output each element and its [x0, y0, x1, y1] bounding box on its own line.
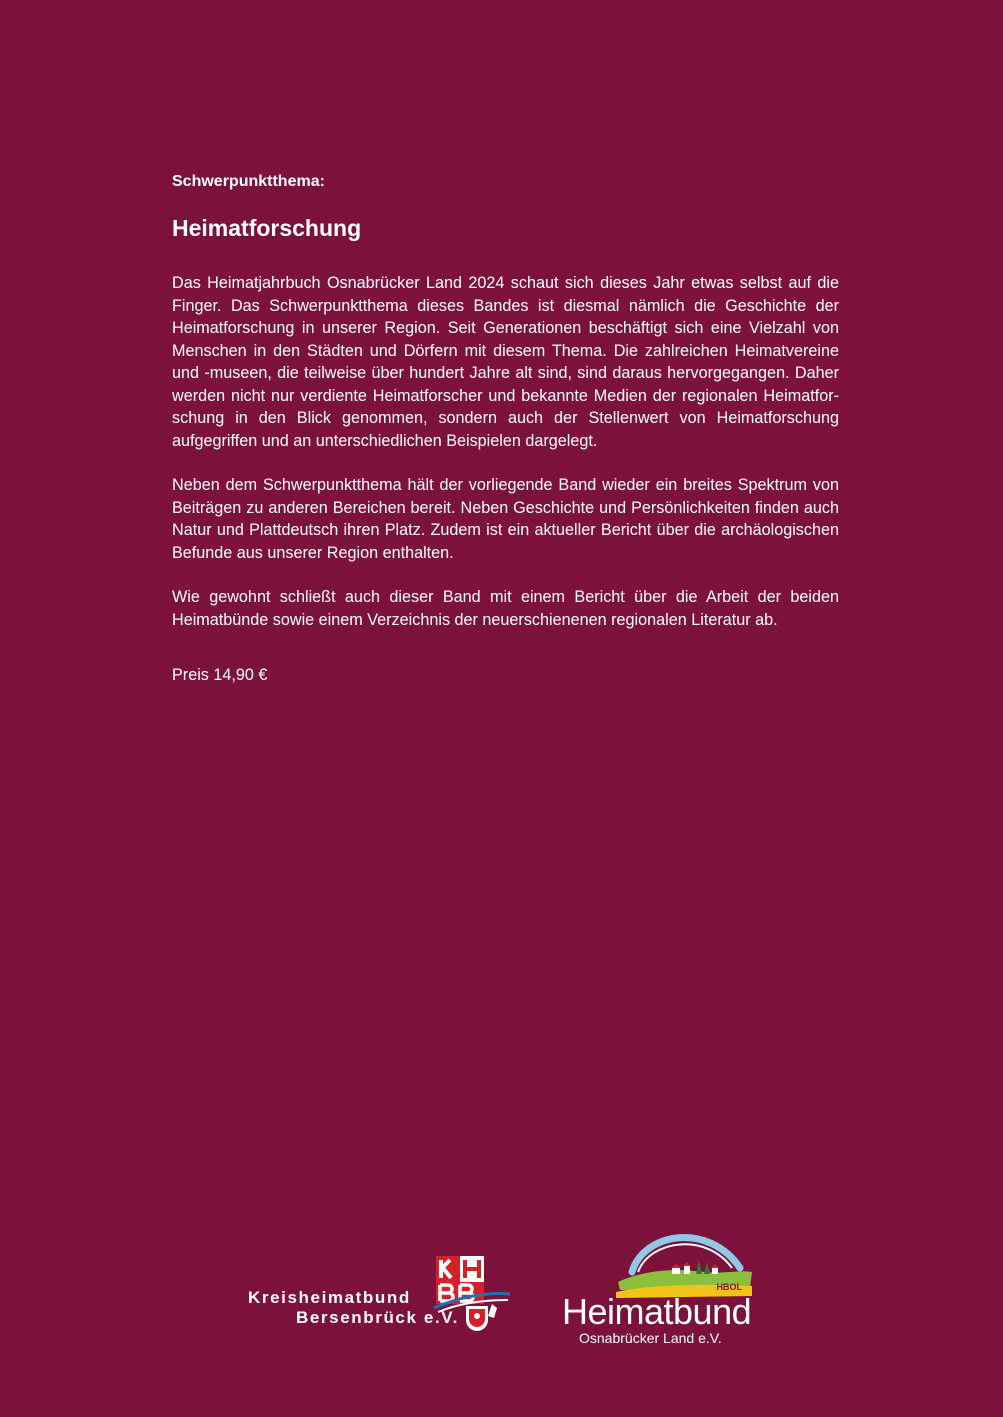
page-title: Heimatforschung [172, 215, 362, 241]
price-label: Preis 14,90 € [172, 666, 268, 684]
paragraph-closing: Wie gewohnt schließt auch dieser Band mit einem Bericht über die Arbeit der beiden Heimatbünde sowie einem Verzeichnis der neuerschienenen regionalen Literatur ab. [172, 588, 839, 629]
kreisheimatbund-location: Bersenbrück e.V. [296, 1308, 459, 1327]
paragraph-intro: Das Heimatjahrbuch Osnabrücker Land 2024 schaut sich dieses Jahr etwas selbst auf die Finger. Das Schwerpunktthema dieses Bandes ist diesmal nämlich die Geschichte der Heimatforschung in unserer Region. Seit Generationen beschäftigt sich eine Vielzahl von Menschen in den Städten und Dörfern mit diesem Thema. Die zahlreichen Heimatvereine und -museen, die teilweise über hundert Jahre alt sind, sind daraus hervorgegangen. Daher werden nicht nur verdiente Heimatforscher und bekannte Medien der regionalen Heimatforschung in den Blick genommen, sondern auch der Stellenwert von Heimatforschung aufgegriffen und an unterschiedlichen Beispielen dargelegt. [172, 274, 839, 450]
back-cover-text [172, 172, 839, 686]
khbb-emblem-text: KHBB [448, 1294, 472, 1303]
landscape-rainbow-icon [614, 1228, 754, 1300]
heimatbund-wordmark: Heimatbund [562, 1291, 752, 1332]
kreisheimatbund-name: Kreisheimatbund [248, 1288, 411, 1307]
section-kicker: Schwerpunktthema: [172, 173, 325, 190]
paragraph-contents: Neben dem Schwerpunktthema hält der vorliegende Band wieder ein breites Spektrum von Beiträgen zu anderen Bereichen bereit. Neben Geschichte und Persönlichkeiten finden auch Natur und Plattdeutsch ihren Platz. Zudem ist ein aktueller Bericht über die archäologischen Befunde aus unserer Region enthalten. [172, 476, 839, 562]
kreisheimatbund-logo [248, 1250, 518, 1335]
heimatbund-logo [562, 1228, 762, 1353]
hbol-badge: HBOL [716, 1282, 742, 1292]
heimatbund-subtitle: Osnabrücker Land e.V. [579, 1330, 722, 1346]
